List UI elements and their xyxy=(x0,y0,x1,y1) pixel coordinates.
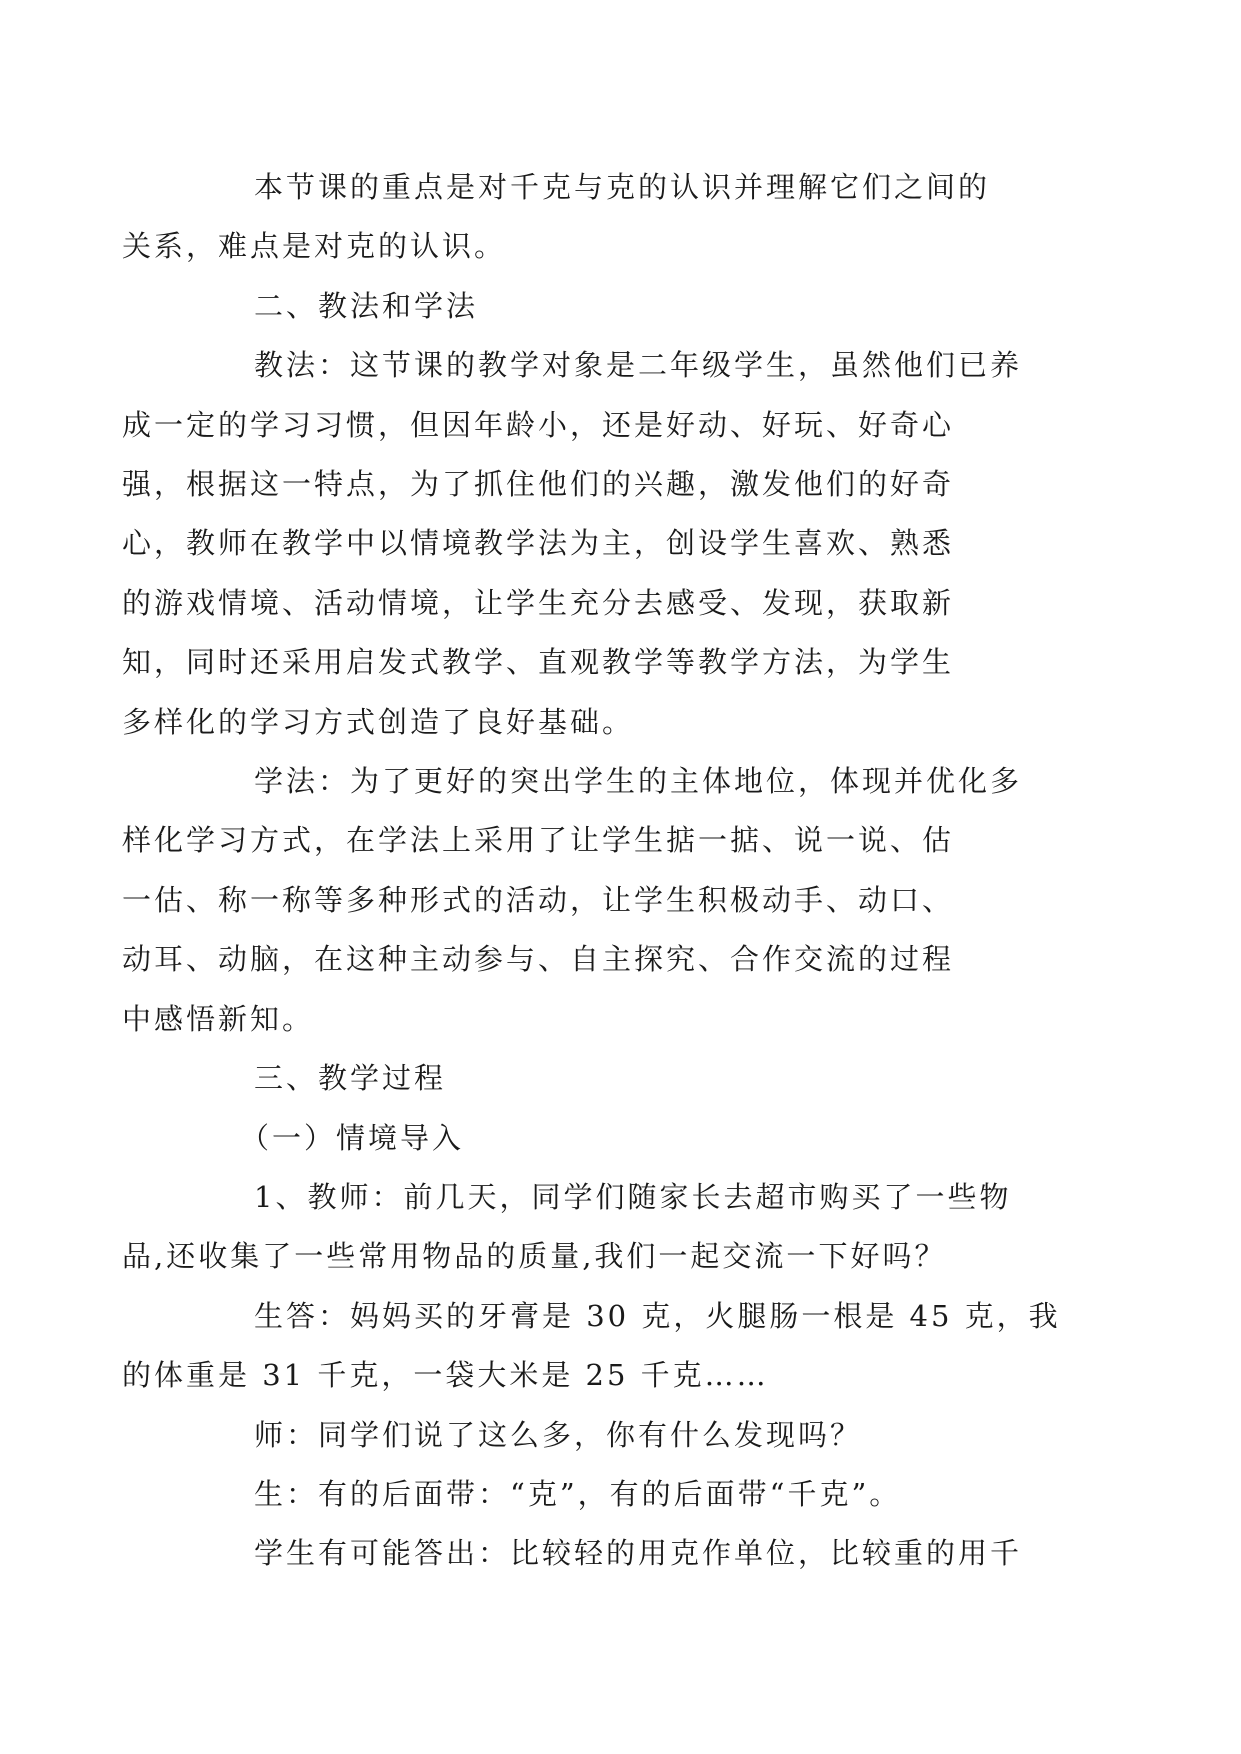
text-line: 知，同时还采用启发式教学、直观教学等教学方法，为学生 xyxy=(122,645,955,680)
paragraph-student-answer xyxy=(122,1287,1061,1406)
paragraph-teacher-question xyxy=(188,1406,1054,1465)
paragraph-possible-answer xyxy=(188,1524,1054,1583)
text-line: 心，教师在教学中以情境教学法为主，创设学生喜欢、熟悉 xyxy=(122,526,955,561)
text-line: 学法：为了更好的突出学生的主体地位，体现并优化多 xyxy=(254,764,1023,799)
text-line: 动耳、动脑，在这种主动参与、自主探究、合作交流的过程 xyxy=(122,942,955,977)
heading-intro xyxy=(188,1109,1054,1168)
text-line: 一估、称一称等多种形式的活动，让学生积极动手、动口、 xyxy=(122,882,955,917)
paragraph-student-reply xyxy=(188,1465,1054,1524)
text-line: 品,还收集了一些常用物品的质量,我们一起交流一下好吗？ xyxy=(122,1239,947,1274)
text-line: 强，根据这一特点，为了抓住他们的兴趣，激发他们的好奇 xyxy=(122,467,955,502)
text-line: 学生有可能答出：比较轻的用克作单位，比较重的用千 xyxy=(254,1536,1023,1571)
text-line: 1、教师：前几天，同学们随家长去超市购买了一些物 xyxy=(254,1179,1012,1214)
section-heading: 二、教法和学法 xyxy=(254,288,479,323)
text-line: 教法：这节课的教学对象是二年级学生，虽然他们已养 xyxy=(254,348,1023,383)
paragraph-learning-method xyxy=(122,752,1054,1049)
text-line: 的体重是 31 千克，一袋大米是 25 千克…… xyxy=(122,1358,769,1393)
text-line: 多样化的学习方式创造了良好基础。 xyxy=(122,704,635,739)
text-line: 样化学习方式，在学法上采用了让学生掂一掂、说一说、估 xyxy=(122,823,955,858)
paragraph-teacher-intro xyxy=(122,1168,1054,1287)
text-line: 师：同学们说了这么多，你有什么发现吗？ xyxy=(254,1417,863,1452)
subsection-heading: （一）情境导入 xyxy=(240,1120,465,1155)
heading-methods xyxy=(188,277,1054,336)
text-line: 关系，难点是对克的认识。 xyxy=(122,229,507,264)
text-line: 生：有的后面带：“克”，有的后面带“千克”。 xyxy=(254,1476,902,1511)
paragraph-teaching-method xyxy=(122,336,1054,752)
text-line: 成一定的学习习惯，但因年龄小，还是好动、好玩、好奇心 xyxy=(122,407,955,442)
text-line: 本节课的重点是对千克与克的认识并理解它们之间的 xyxy=(254,170,991,204)
paragraph-key-points xyxy=(122,158,1054,277)
document-body xyxy=(122,158,1061,1584)
text-line: 的游戏情境、活动情境，让学生充分去感受、发现，获取新 xyxy=(122,585,955,620)
section-heading: 三、教学过程 xyxy=(254,1061,447,1096)
text-line: 生答：妈妈买的牙膏是 30 克，火腿肠一根是 45 克，我 xyxy=(254,1298,1061,1333)
text-line: 中感悟新知。 xyxy=(122,1001,315,1036)
heading-process xyxy=(188,1049,1054,1108)
